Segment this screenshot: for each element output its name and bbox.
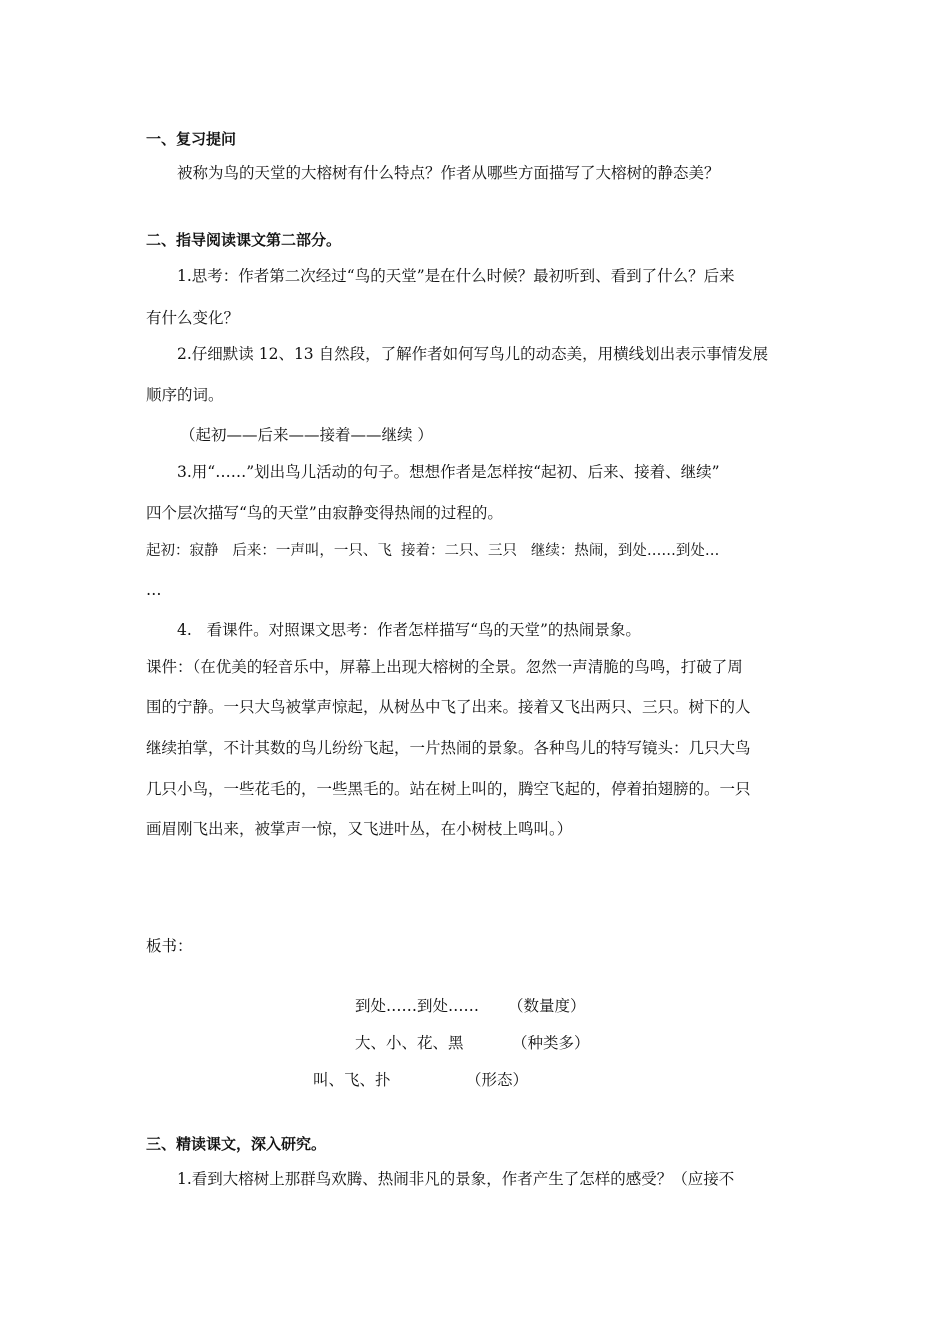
section1-heading: 一、复习提问 xyxy=(146,130,237,148)
blackboard-row2-note: （种类多） xyxy=(512,1034,590,1052)
courseware-line: 画眉刚飞出来，被掌声一惊，又飞进叶丛，在小树枝上鸣叫。） xyxy=(146,820,573,838)
section1-question: 被称为鸟的天堂的大榕树有什么特点？作者从哪些方面描写了大榕树的静态美？ xyxy=(177,164,720,182)
item3-line2: 四个层次描写“鸟的天堂”由寂静变得热闹的过程的。 xyxy=(146,504,503,522)
stages-line2: … xyxy=(146,581,162,599)
courseware-line: 几只小鸟，一些花毛的，一些黑毛的。站在树上叫的，腾空飞起的，停着拍翅膀的。一只 xyxy=(146,780,751,798)
blackboard-row3-note: （形态） xyxy=(466,1071,529,1089)
blackboard-label: 板书： xyxy=(146,937,193,955)
blackboard-row2-text: 大、小、花、黑 xyxy=(355,1034,464,1052)
section3-item1-line1: 1.看到大榕树上那群鸟欢腾、热闹非凡的景象，作者产生了怎样的感受？（应接不 xyxy=(177,1170,735,1188)
item1-line2: 有什么变化？ xyxy=(146,309,240,327)
item2-line2: 顺序的词。 xyxy=(146,386,224,404)
sequence-words: （起初——后来——接着——继续 ） xyxy=(180,426,433,444)
courseware-line: 课件：（在优美的轻音乐中，屏幕上出现大榕树的全景。忽然一声清脆的鸟鸣，打破了周 xyxy=(146,658,743,676)
courseware-line: 围的宁静。一只大鸟被掌声惊起，从树丛中飞了出来。接着又飞出两只、三只。树下的人 xyxy=(146,698,751,716)
blackboard-row1-text: 到处……到处…… xyxy=(355,997,480,1015)
stages-line1: 起初：寂静 后来：一声叫，一只、飞 接着：二只、三只 继续：热闹，到处……到处… xyxy=(146,543,720,559)
section3-heading: 三、精读课文，深入研究。 xyxy=(146,1135,327,1153)
item1-line1: 1.思考：作者第二次经过“鸟的天堂”是在什么时候？最初听到、看到了什么？后来 xyxy=(177,267,735,285)
blackboard-row3-text: 叫、飞、扑 xyxy=(313,1071,391,1089)
item4: 4. 看课件。对照课文思考：作者怎样描写“鸟的天堂”的热闹景象。 xyxy=(177,621,641,639)
item2-line1: 2.仔细默读 12、13 自然段，了解作者如何写鸟儿的动态美，用横线划出表示事情发展 xyxy=(177,345,769,363)
blackboard-row1-note: （数量度） xyxy=(508,997,586,1015)
item3-line1: 3.用“……”划出鸟儿活动的句子。想想作者是怎样按“起初、后来、接着、继续” xyxy=(177,463,720,481)
courseware-line: 继续拍掌，不计其数的鸟儿纷纷飞起，一片热闹的景象。各种鸟儿的特写镜头：几只大鸟 xyxy=(146,739,751,757)
section2-heading: 二、指导阅读课文第二部分。 xyxy=(146,231,342,249)
